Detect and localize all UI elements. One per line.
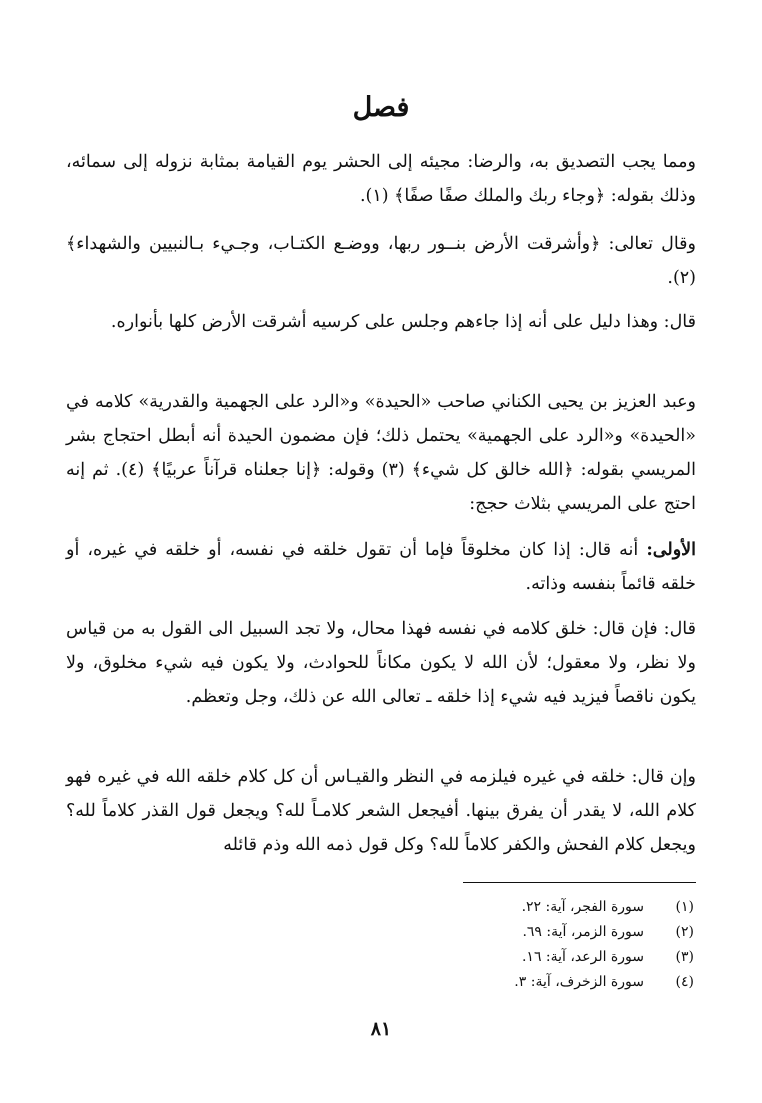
paragraph-4: [66, 385, 696, 521]
paragraph-5: [66, 533, 696, 601]
paragraph-7: [66, 760, 696, 862]
paragraph-text: وعبد العزيز بن يحيى الكناني صاحب «الحيدة» و«الرد على الجهمية والقدرية» كلامه في «الحيدة» و«الرد على الجهمية» يحتمل ذلك؛ فإن مضمون الحيدة أنه أبطل احتجاج بشر المريسي بقوله: ﴿الله خالق كل شيء﴾ (٣) وقوله: ﴿إنا جعلناه قرآناً عربيًا﴾ (٤). ثم إنه احتج على المريسي بثلاث حجج:: [66, 392, 696, 514]
paragraph-6: [66, 612, 696, 714]
paragraph-text: ومما يجب التصديق به، والرضا: مجيئه إلى الحشر يوم القيامة بمثابة نزوله إلى سمائه، وذلك بقوله: ﴿وجاء ربك والملك صفًا صفًا﴾ (١).: [66, 152, 696, 206]
section-heading: فصل: [352, 92, 410, 123]
document-page: [66, 0, 696, 1103]
paragraph-1: [66, 145, 696, 213]
footnote-separator: [463, 882, 696, 883]
footnote: [66, 919, 694, 944]
paragraph-text: قال: فإن قال: خلق كلامه في نفسه فهذا محال، ولا تجد السبيل الى القول به من قياس ولا نظر، ولا معقول؛ لأن الله لا يكون مكاناً للحوادث، ولا يكون فيه شيء مخلوق، ولا يكون ناقصاً فيزيد فيه شيء إذا خلقه ـ تعالى الله عن ذلك، وجل وتعظم.: [66, 619, 696, 707]
paragraph-text: وإن قال: خلقه في غيره فيلزمه في النظر والقيـاس أن كل كلام خلقه الله في غيره فهو كلام الله، لا يقدر أن يفرق بينها. أفيجعل الشعر كلامـاً لله؟ ويجعل قول القذر كلاماً لله؟ ويجعل كلام الفحش والكفر كلاماً لله؟ وكل قول ذمه الله وذم قائله: [66, 767, 696, 855]
footnote-text: سورة الزمر، آية: ٦٩.: [522, 923, 644, 940]
footnote-number: (٢): [675, 923, 694, 940]
footnote-text: سورة الرعد، آية: ١٦.: [521, 948, 644, 965]
footnote-number: (٤): [675, 973, 694, 990]
footnote: [66, 969, 694, 994]
paragraph-text: وقال تعالى: ﴿وأشرقت الأرض بنــور ربها، ووضـع الكتـاب، وجـيء بـالنبيين والشهداء﴾ (٢).: [66, 234, 696, 288]
footnote-number: (١): [675, 898, 694, 915]
footnote-text: سورة الفجر، آية: ٢٢.: [521, 898, 644, 915]
page-number: ٨١: [370, 1018, 392, 1040]
footnote-number: (٣): [675, 948, 694, 965]
footnotes: [66, 894, 696, 994]
paragraph-lead: الأولى:: [646, 540, 696, 560]
footnote: [66, 894, 694, 919]
paragraph-3: [66, 305, 696, 339]
footnote: [66, 944, 694, 969]
paragraph-text: قال: وهذا دليل على أنه إذا جاءهم وجلس على كرسيه أشرقت الأرض كلها بأنواره.: [110, 312, 696, 332]
paragraph-2: [66, 227, 696, 295]
footnote-text: سورة الزخرف، آية: ٣.: [514, 973, 644, 990]
paragraph-text: أنه قال: إذا كان مخلوقاً فإما أن تقول خلقه في نفسه، أو خلقه في غيره، أو خلقه قائماً بنفسه وذاته.: [66, 540, 696, 594]
